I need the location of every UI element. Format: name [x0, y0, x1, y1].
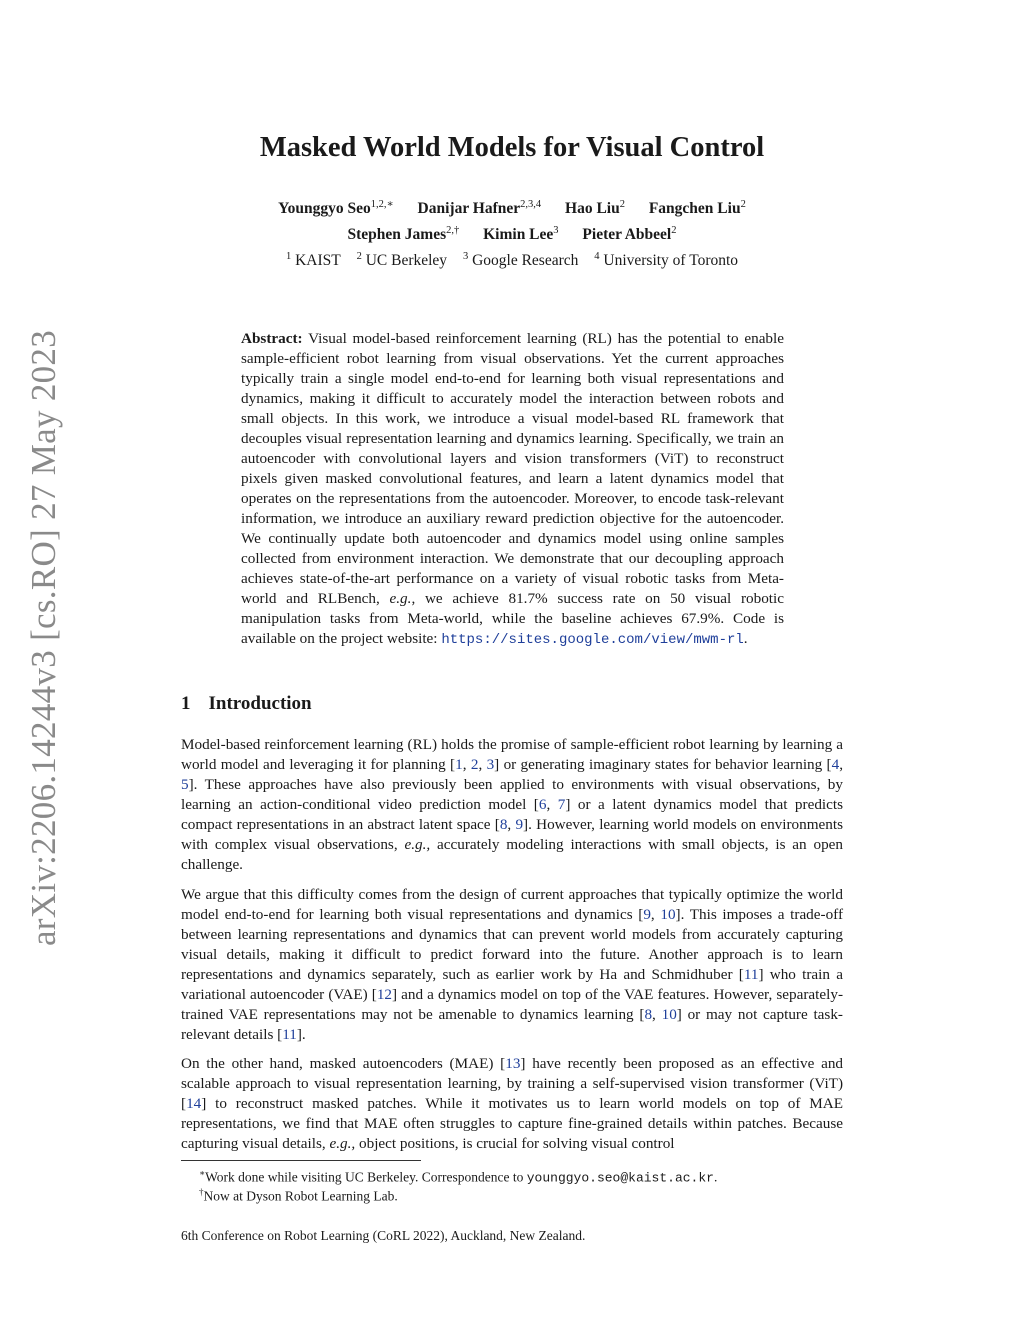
author-row-2 [0, 225, 1024, 244]
intro-paragraph-3: On the other hand, masked autoencoders (MAE) [13] have recently been proposed as an effective and scalable approach to visual representation learning, by training a self-supervised vision transformer (ViT) [14] to reconstruct masked patches. While it motivates us to learn world models on top of MAE representations, we find that MAE often struggles to capture fine-grained details within patches. Because capturing visual details, e.g., object positions, is crucial for solving visual control [181, 1055, 844, 1152]
citation-link[interactable]: 5 [181, 776, 189, 793]
section-title: Introduction [208, 693, 312, 714]
citation-link[interactable]: 11 [282, 1026, 297, 1043]
citation-link[interactable]: 6 [538, 796, 547, 813]
author: Danijar Hafner$^{2,3,4}$ [417, 199, 542, 218]
project-website-link[interactable]: https://sites.google.com/view/mwm-rl [441, 632, 744, 648]
citation-link[interactable]: 2 [470, 756, 479, 773]
abstract: Abstract: Visual model-based reinforcement learning (RL) has the potential to enable sample-efficient robot learning from visual observations. Yet the current approaches typically train a single model end-to-end for learning both visual representations and dynamics, making it difficult to accurately model the interaction between robots and small objects. In this work, we introduce a visual model-based RL framework that decouples visual representation learning and dynamics learning. Specifically, we train an autoencoder with convolutional layers and vision transformers (ViT) to reconstruct pixels given masked convolutional features, and learn a latent dynamics model that operates on the representations from the autoencoder. Moreover, to encode task-relevant information, we introduce an auxiliary reward prediction objective for the autoencoder. We continually update both autoencoder and dynamics model using online samples collected from environment interaction. We demonstrate that our decoupling approach achieves state-of-the-art performance on a variety of visual robotic tasks from Meta-world and RLBench, e.g., we achieve 81.7% success rate on 50 visual robotic manipulation tasks from Meta-world, while the baseline achieves 67.9%. Code is available on the project website: https://sites.google.com/view/mwm-rl. [241, 330, 784, 648]
abstract-text-2: , we achieve 81.7% success rate on 50 visual robotic manipulation tasks from Meta-world, while the baseline achieves 67.9%. Code is available on the project website: [241, 590, 784, 647]
citation-link[interactable]: 9 [515, 816, 524, 833]
citation-link[interactable]: 8 [499, 816, 508, 833]
citation-link[interactable]: 8 [644, 1006, 653, 1023]
intro-paragraph-2: We argue that this difficulty comes from the design of current approaches that typically optimize the world model end-to-end for learning both visual representations and dynamics [9, 10]. This imposes a trade-off between learning representations and dynamics that can prevent world models from accurately capturing visual details, making it difficult to predict forward into the future. Another approach is to learn representations and dynamics separately, such as earlier work by Ha and Schmidhuber [11] who train a variational autoencoder (VAE) [12] and a dynamics model on top of the VAE features. However, separately-trained VAE representations may not be amenable to dynamics learning [8, 10] or may not capture task-relevant details [11]. [181, 886, 844, 1043]
citation-link[interactable]: 14 [186, 1095, 202, 1112]
citation-link[interactable]: 10 [660, 906, 676, 923]
affiliation: $^1$ KAIST [285, 251, 341, 270]
citation-link[interactable]: 4 [831, 756, 840, 773]
section-heading [181, 693, 312, 715]
abstract-eg: e.g. [389, 590, 412, 607]
footnote-divider [181, 1160, 421, 1161]
citation-link[interactable]: 10 [661, 1006, 677, 1023]
citation-link[interactable]: 11 [743, 966, 759, 983]
affiliation: $^4$ University of Toronto [594, 251, 739, 270]
citation-link[interactable]: 12 [376, 986, 393, 1003]
affiliation: $^2$ UC Berkeley [356, 251, 448, 270]
citation-link[interactable]: 13 [505, 1055, 521, 1072]
author: Pieter Abbeel$^2$ [582, 225, 677, 244]
footnote-1: ∗Work done while visiting UC Berkeley. Correspondence to younggyo.seo@kaist.ac.kr. [199, 1168, 718, 1186]
intro-paragraph-1: Model-based reinforcement learning (RL) holds the promise of sample-efficient robot learning by learning a world model and leveraging it for planning [1, 2, 3] or generating imaginary states for behavior learning [4, 5]. These approaches have also previously been applied to environments with visual observations, by learning an action-conditional video prediction model [6, 7] or a latent dynamics model that predicts compact representations in an abstract latent space [8, 9]. However, learning world models on environments with complex visual observations, e.g., accurately modeling interactions with small objects, is an open challenge. [181, 736, 844, 873]
section-number: 1 [181, 693, 191, 714]
author: Younggyo Seo$^{1,2,∗}$ [278, 199, 394, 218]
author: Fangchen Liu$^2$ [648, 199, 746, 218]
conference-footer: 6th Conference on Robot Learning (CoRL 2022), Auckland, New Zealand. [181, 1228, 586, 1243]
citation-link[interactable]: 9 [643, 906, 651, 923]
citation-link[interactable]: 1 [455, 756, 463, 773]
footnote-2: †Now at Dyson Robot Learning Lab. [199, 1187, 398, 1204]
citation-link[interactable]: 7 [557, 796, 566, 813]
citation-link[interactable]: 3 [486, 756, 495, 773]
author: Kimin Lee$^3$ [483, 225, 559, 244]
author: Stephen James$^{2,\dagger}$ [347, 225, 460, 244]
author: Hao Liu$^2$ [565, 199, 625, 218]
affiliations [0, 251, 1024, 270]
correspondence-email[interactable]: younggyo.seo@kaist.ac.kr [526, 1170, 714, 1186]
paper-title: Masked World Models for Visual Control [259, 132, 765, 163]
affiliation: $^3$ Google Research [462, 251, 579, 270]
author-row-1 [0, 198, 1024, 218]
abstract-label: Abstract: [241, 330, 303, 347]
arxiv-id: arXiv:2206.14244v3 [cs.RO] 27 May 2023 [24, 329, 63, 947]
abstract-text: Visual model-based reinforcement learning (RL) has the potential to enable sample-efficient robot learning from visual observations. Yet the current approaches typically train a single model end-to-end for learning both visual representations and dynamics, making it difficult to accurately model the interaction between robots and small objects. In this work, we introduce a visual model-based RL framework that decouples visual representation learning and dynamics learning. Specifically, we train an autoencoder with convolutional layers and vision transformers (ViT) to reconstruct pixels given masked convolutional features, and learn a latent dynamics model that operates on the representations from the autoencoder. Moreover, to encode task-relevant information, we introduce an auxiliary reward prediction objective for the autoencoder. We continually update both autoencoder and dynamics model using online samples collected from environment interaction. We demonstrate that our decoupling approach achieves state-of-the-art performance on a variety of visual robotic tasks from Meta-world and RLBench, [241, 330, 784, 607]
